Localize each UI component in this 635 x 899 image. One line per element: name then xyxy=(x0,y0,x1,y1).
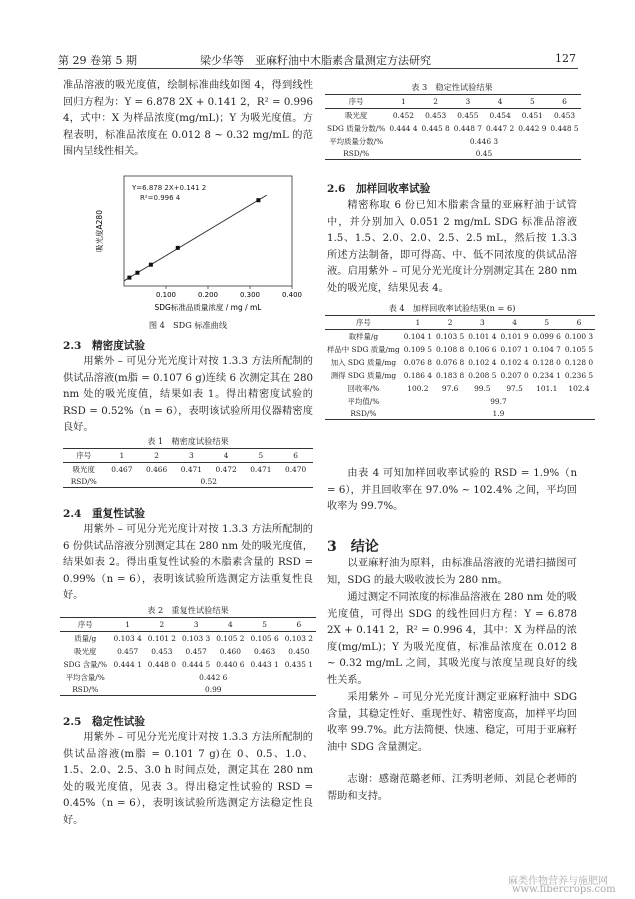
table-row xyxy=(325,343,595,356)
table-cell: 平均质量分数/% xyxy=(329,137,384,146)
table-summary-row xyxy=(60,684,316,696)
table-cell: 0.442 9 xyxy=(518,124,547,133)
table-cell: 3 xyxy=(174,449,209,463)
table-cell: 97.6 xyxy=(441,384,459,393)
section-2-5-title: 2.5 稳定性试验 xyxy=(63,716,145,728)
table-cell: 2 xyxy=(434,316,466,330)
table-cell: 0.109 5 xyxy=(403,345,432,354)
table-cell: 4 xyxy=(213,618,247,632)
table-header-row xyxy=(325,95,581,109)
table-cell: 平均含量/% xyxy=(65,673,105,682)
r-squared-label: R²=0.996 4 xyxy=(140,194,181,202)
table-cell: 0.453 xyxy=(425,111,447,120)
table-cell: 0.451 xyxy=(521,111,543,120)
table-cell: 0.236 5 xyxy=(564,371,594,380)
table-cell: 0.455 xyxy=(457,111,479,120)
table-cell: 0.101 2 xyxy=(147,634,176,643)
page-number: 127 xyxy=(555,52,576,65)
table-cell: 0.471 xyxy=(180,465,202,474)
table-cell: 0.105 5 xyxy=(564,345,594,354)
table-row xyxy=(60,658,316,671)
table-cell: 5 xyxy=(247,618,281,632)
table-cell: 0.103 2 xyxy=(284,634,313,643)
table-cell: 序号 xyxy=(325,95,387,109)
table-cell: 1 xyxy=(402,316,434,330)
table-4 xyxy=(325,315,595,420)
table-cell: 0.453 xyxy=(151,647,173,656)
table-3-caption: 表 3 稳定性试验结果 xyxy=(411,82,493,92)
data-point xyxy=(176,246,180,250)
table-cell: 0.445 8 xyxy=(421,124,450,133)
table-header-row xyxy=(63,449,313,463)
table-cell: 序号 xyxy=(63,449,105,463)
data-point xyxy=(256,198,260,202)
table-cell: 0.104 1 xyxy=(403,332,432,341)
table-cell: RSD/% xyxy=(63,476,105,488)
table-cell: 0.128 0 xyxy=(564,358,594,367)
table-cell: 回收率/% xyxy=(347,384,380,393)
table-cell: 2 xyxy=(139,449,174,463)
table-cell: 0.454 xyxy=(489,111,511,120)
table-cell: 5 xyxy=(516,95,548,109)
table-2 xyxy=(60,617,316,696)
table-cell: 0.102 4 xyxy=(468,358,497,367)
conclusion-paragraph-3: 采用紫外 – 可见分光光度计测定亚麻籽油中 SDG 含量，其稳定性好、重现性好、精密度高，加样平均回收率 99.7%。此方法简便、快速、稳定，可用于亚麻籽油中 SDG 含量测定。 xyxy=(327,692,577,753)
conclusion-paragraph-1: 以亚麻籽油为原料，由标准品溶液的光谱扫描图可知，SDG 的最大吸收波长为 280 nm。 xyxy=(327,558,577,586)
table-cell: 测得 SDG 质量/mg xyxy=(330,371,397,380)
table-cell: 0.435 1 xyxy=(284,660,313,669)
table-cell: 99.7 xyxy=(490,397,507,406)
table-cell: 0.076 8 xyxy=(403,358,432,367)
table-summary-row xyxy=(325,395,595,408)
table-cell: 0.444 1 xyxy=(113,660,142,669)
table-row xyxy=(325,382,595,395)
table-cell: 0.208 5 xyxy=(468,371,497,380)
table-cell: 0.106 6 xyxy=(468,345,497,354)
table-cell: 加入 SDG 质量/mg xyxy=(330,358,397,367)
x-tick-label: 0.400 xyxy=(281,291,303,299)
table-4-caption: 表 4 加样回收率试验结果(n = 6) xyxy=(388,303,516,313)
table-cell: 0.52 xyxy=(105,476,313,488)
table-3 xyxy=(325,94,581,160)
table-cell: 0.467 xyxy=(111,465,133,474)
table-cell: 0.444 5 xyxy=(182,660,211,669)
table-cell: 样品中 SDG 质量/mg xyxy=(327,345,400,354)
x-tick-label: 0.300 xyxy=(239,291,261,299)
table-cell: 吸光度 xyxy=(72,465,95,474)
table-cell: 0.450 xyxy=(288,647,310,656)
table-summary-row xyxy=(325,148,581,160)
table-cell: 2 xyxy=(420,95,452,109)
table-cell: 99.5 xyxy=(474,384,491,393)
table-cell: 0.448 5 xyxy=(550,124,579,133)
table-row xyxy=(60,645,316,658)
table-summary-row xyxy=(325,408,595,420)
table-cell: 97.5 xyxy=(506,384,523,393)
table-cell: 0.108 8 xyxy=(436,345,465,354)
x-tick-label: 0.200 xyxy=(197,291,219,299)
table-cell: 100.2 xyxy=(407,384,429,393)
figure-4-caption: 图 4 SDG 标准曲线 xyxy=(148,320,228,330)
table-cell: 0.128 0 xyxy=(532,358,561,367)
table-cell: 5 xyxy=(243,449,278,463)
acknowledgement: 志谢：感谢范璐老师、江秀明老师、刘昆仑老师的帮助和支持。 xyxy=(327,774,577,802)
table-cell: 0.447 2 xyxy=(485,124,515,133)
table-cell: RSD/% xyxy=(325,408,402,420)
table-cell: 4 xyxy=(209,449,244,463)
table-cell: 0.45 xyxy=(387,148,580,160)
table-cell: 0.452 xyxy=(392,111,415,120)
table-cell: RSD/% xyxy=(325,148,387,160)
table-cell: RSD/% xyxy=(60,684,111,696)
table-cell: 吸光度 xyxy=(74,647,97,656)
table-cell: 0.103 3 xyxy=(182,634,211,643)
figure-4-chart xyxy=(78,168,310,318)
table-cell: 0.466 xyxy=(146,465,168,474)
table-cell: 3 xyxy=(179,618,213,632)
table-cell: 1 xyxy=(387,95,419,109)
table-cell: 101.1 xyxy=(536,384,558,393)
table-summary-row xyxy=(325,135,581,148)
table-cell: 1 xyxy=(105,449,140,463)
table-cell: 0.444 4 xyxy=(389,124,418,133)
table-cell: 0.471 xyxy=(250,465,272,474)
section-2-6-title: 2.6 加样回收率试验 xyxy=(327,183,431,195)
table-cell: 0.101 4 xyxy=(468,332,497,341)
table-cell: 0.101 9 xyxy=(500,332,529,341)
table-2-caption: 表 2 重复性试验结果 xyxy=(147,605,229,615)
table-cell: 0.207 0 xyxy=(500,371,529,380)
table-cell: 0.099 6 xyxy=(532,332,561,341)
table-cell: 0.104 7 xyxy=(532,345,561,354)
table-cell: 3 xyxy=(452,95,484,109)
table-cell: 5 xyxy=(531,316,563,330)
data-point xyxy=(127,276,131,280)
data-point xyxy=(149,263,153,267)
regression-equation: Y=6.878 2X+0.141 2 xyxy=(132,184,207,192)
section-3-title: 3 结论 xyxy=(327,539,379,555)
section-2-3-title: 2.3 精密度试验 xyxy=(63,340,145,352)
table-cell: 1 xyxy=(111,618,145,632)
table-cell: 0.103 4 xyxy=(113,634,142,643)
table-cell: 序号 xyxy=(60,618,111,632)
table-cell: 0.448 7 xyxy=(453,124,482,133)
table-cell: 0.99 xyxy=(111,684,316,696)
table-cell: 吸光度 xyxy=(345,111,368,120)
table-header-row xyxy=(325,316,595,330)
x-axis-label: SDG标准品质量浓度 / mg / mL xyxy=(154,303,262,312)
table-row xyxy=(325,356,595,369)
table-cell: 序号 xyxy=(325,316,402,330)
section-2-4-title: 2.4 重复性试验 xyxy=(63,508,145,520)
table-1-caption: 表 1 精密度试验结果 xyxy=(147,436,229,446)
table-cell: 0.105 2 xyxy=(216,634,245,643)
table-cell: 0.457 xyxy=(117,647,139,656)
table-cell: SDG 质量分数/% xyxy=(327,124,386,133)
table-cell: 0.186 4 xyxy=(403,371,432,380)
table-row xyxy=(325,109,581,123)
table-cell: 102.4 xyxy=(568,384,590,393)
table-cell: 6 xyxy=(278,449,313,463)
table-cell: 6 xyxy=(548,95,580,109)
table-row xyxy=(63,463,313,477)
table-cell: 1.9 xyxy=(402,408,595,420)
table-row xyxy=(60,632,316,646)
table-cell: 0.107 1 xyxy=(500,345,529,354)
table-cell: 6 xyxy=(563,316,595,330)
table-cell: 0.442 6 xyxy=(199,673,228,682)
table-cell: 0.457 xyxy=(185,647,207,656)
table-cell: 2 xyxy=(145,618,179,632)
table-cell: 0.100 3 xyxy=(564,332,594,341)
section-2-4-text: 用紫外 – 可见分光光度计对按 1.3.3 方法所配制的 6 份供试品溶液分别测定其在 280 nm 处的吸光度值，结果如表 2。得出重复性试验的木脂素含量的 RSD = 0.99%（n = 6），表明该试验所选测定方法重复性良好。 xyxy=(63,524,313,601)
table-cell: 3 xyxy=(466,316,498,330)
table-cell: 取样量/g xyxy=(348,332,379,341)
table-cell: 0.105 6 xyxy=(250,634,279,643)
table-cell: 0.470 xyxy=(285,465,307,474)
watermark-text: 麻类作物营养与施肥网 xyxy=(508,876,608,887)
plot-frame xyxy=(124,176,292,286)
table-cell: 0.453 xyxy=(553,111,576,120)
table-summary-row xyxy=(63,476,313,488)
intro-paragraph: 准品溶液的吸光度值，绘制标准曲线如图 4，得到线性回归方程为：Y = 6.878 2X + 0.141 2，R² = 0.996 4，式中：X 为样品浓度(mg/mL)；Y 为吸光度值。方程表明，标准品浓度在 0.012 8 ~ 0.32 mg/mL 的范围内呈线性相关。 xyxy=(63,80,313,157)
table-row xyxy=(325,330,595,344)
section-2-6-text: 精密称取 6 份已知木脂素含量的亚麻籽油于试管中，并分别加入 0.051 2 mg/mL SDG 标准品溶液 1.5、1.5、2.0、2.0、2.5、2.5 mL，然后按 1.3.3 所述方法制备，即可得高、中、低不同浓度的供试品溶液。启用紫外 – 可见分光光度计分别测定其在 280 nm 处的吸光度，结果见表 4。 xyxy=(327,200,577,294)
data-point xyxy=(135,271,139,275)
watermark-url: www.fibercrops.com xyxy=(512,884,616,895)
table-cell: 质量/g xyxy=(74,634,97,643)
table-cell: 0.234 1 xyxy=(532,371,561,380)
table-header-row xyxy=(60,618,316,632)
table-cell: 0.463 xyxy=(254,647,276,656)
table-cell: 4 xyxy=(498,316,530,330)
table-cell: 0.102 4 xyxy=(500,358,529,367)
table-cell: 4 xyxy=(484,95,516,109)
header-rule xyxy=(58,68,578,69)
table-cell: 6 xyxy=(282,618,316,632)
section-2-3-text: 用紫外 – 可见分光光度计对按 1.3.3 方法所配制的供试品溶液(m脂 = 0.107 6 g)连续 6 次测定其在 280 nm 处的吸光度值，结果如表 1。得出精密度试验的 RSD = 0.52%（n = 6），表明该试验所用仪器精密度良好。 xyxy=(63,356,313,433)
table-cell: 0.183 8 xyxy=(436,371,465,380)
table-row xyxy=(325,369,595,382)
table-cell: 0.440 6 xyxy=(216,660,245,669)
table-cell: 0.460 xyxy=(219,647,241,656)
table-1 xyxy=(63,448,313,488)
table-cell: 0.448 0 xyxy=(147,660,176,669)
recovery-summary-text: 由表 4 可知加样回收率试验的 RSD = 1.9%（n = 6），并且回收率在 97.0% ~ 102.4% 之间，平均回收率为 99.7%。 xyxy=(327,468,577,512)
table-summary-row xyxy=(60,671,316,684)
conclusion-paragraph-2: 通过测定不同浓度的标准品溶液在 280 nm 处的吸光度值，可得出 SDG 的线性回归方程：Y = 6.878 2X + 0.141 2，R² = 0.996 4，其中：X 为样品的浓度(mg/mL)；Y 为吸光度值，标准品浓度在 0.012 8 ~ 0.32 mg/mL 之间，其吸光度与浓度呈现良好的线性关系。 xyxy=(327,592,577,686)
x-tick-label: 0.100 xyxy=(155,291,177,299)
table-cell: 0.103 5 xyxy=(436,332,465,341)
running-title: 梁少华等 亚麻籽油中木脂素含量测定方法研究 xyxy=(200,54,431,67)
table-cell: 0.443 1 xyxy=(250,660,279,669)
section-2-5-text: 用紫外 – 可见分光光度计对按 1.3.3 方法所配制的供试品溶液(m脂 = 0.101 7 g)在 0、0.5、1.0、1.5、2.0、2.5、3.0 h 时间点处，测定其在 280 nm 处的吸光度值，见表 3。得出稳定性试验的 RSD = 0.45%（n = 6），表明该试验所选测定方法稳定性良好。 xyxy=(63,732,313,826)
y-axis-label: 吸光度A280 xyxy=(95,210,104,252)
journal-issue: 第 29 卷第 5 期 xyxy=(58,54,137,67)
table-cell: 0.076 8 xyxy=(436,358,465,367)
regression-line xyxy=(124,195,267,281)
table-row xyxy=(325,122,581,135)
table-cell: SDG 含量/% xyxy=(63,660,108,669)
table-cell: 平均值/% xyxy=(347,397,380,406)
table-cell: 0.446 3 xyxy=(469,137,499,146)
table-cell: 0.472 xyxy=(215,465,237,474)
